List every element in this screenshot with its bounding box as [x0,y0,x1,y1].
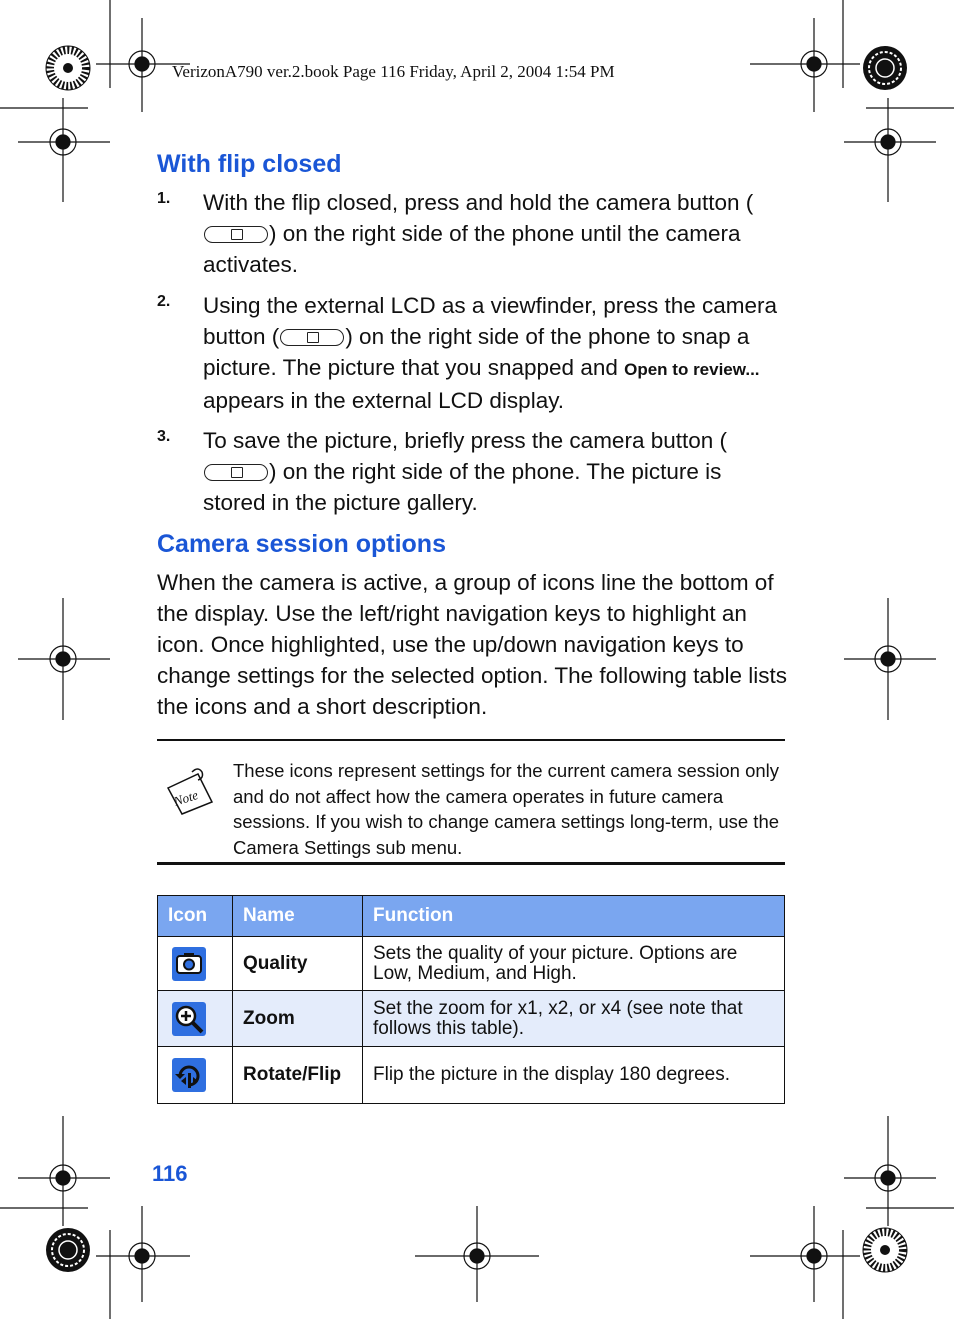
table-cell-icon [158,991,233,1047]
step-number: 1. [157,190,171,207]
step-number: 3. [157,428,171,445]
page-number: 116 [152,1161,188,1186]
table-row [158,991,785,1047]
note-icon [162,766,216,816]
step-1 [157,187,787,280]
note-text: These icons represent settings for the current camera session only and do not affect how the camera operates in future camera sessions. If you wish to change camera settings long-term, use the Camera Settings sub menu. [233,760,780,858]
section-body: When the camera is active, a group of icons line the bottom of the display. Use the left/right navigation keys to highlight an icon. Once highlighted, use the up/down navigation keys to change settings for the selected option. The following table lists the icons and a short description. [157,570,787,719]
camera-button-icon [280,329,344,346]
column-header-name: Name [233,896,363,937]
step-text: ) on the right side of the phone. The picture is stored in the picture gallery. [203,459,722,515]
section-title-flip-closed: With flip closed [157,150,342,178]
table-cell-function: Sets the quality of your picture. Options are Low, Medium, and High. [363,937,785,991]
column-header-function: Function [363,896,785,937]
print-header: VerizonA790 ver.2.book Page 116 Friday, April 2, 2004 1:54 PM [172,62,615,81]
step-2 [157,290,787,416]
table-header-row [158,896,785,937]
table-row [158,1047,785,1104]
rotate-flip-icon [172,1058,206,1092]
step-text: ) on the right side of the phone until the camera activates. [203,221,741,277]
table-cell-function: Flip the picture in the display 180 degrees. [363,1047,785,1104]
step-number: 2. [157,293,171,310]
table-cell-name: Rotate/Flip [233,1047,363,1104]
table-cell-icon [158,1047,233,1104]
zoom-icon [172,1002,206,1036]
step-text: Using the external LCD as a viewfinder, press the camera button ( [203,293,778,349]
camera-quality-icon [172,947,206,981]
step-text: ) on the right side of the phone to snap a picture. The picture that you snapped and [203,324,750,380]
note-bottom-rule [157,862,785,865]
table-cell-name: Zoom [233,991,363,1047]
open-to-review-label: Open to review... [624,360,760,379]
camera-button-icon [204,226,268,243]
step-text: appears in the external LCD display. [203,388,565,413]
note-icon-label: Note [171,787,200,809]
icon-options-table [157,895,785,1104]
step-text: To save the picture, briefly press the camera button ( [203,428,728,453]
step-text: With the flip closed, press and hold the camera button ( [203,190,754,215]
table-cell-function: Set the zoom for x1, x2, or x4 (see note that follows this table). [363,991,785,1047]
step-3 [157,425,787,518]
table-cell-icon [158,937,233,991]
table-row [158,937,785,991]
column-header-icon: Icon [158,896,233,937]
table-cell-name: Quality [233,937,363,991]
camera-button-icon [204,464,268,481]
section-title-camera-options: Camera session options [157,530,446,558]
note-top-rule [157,739,785,741]
